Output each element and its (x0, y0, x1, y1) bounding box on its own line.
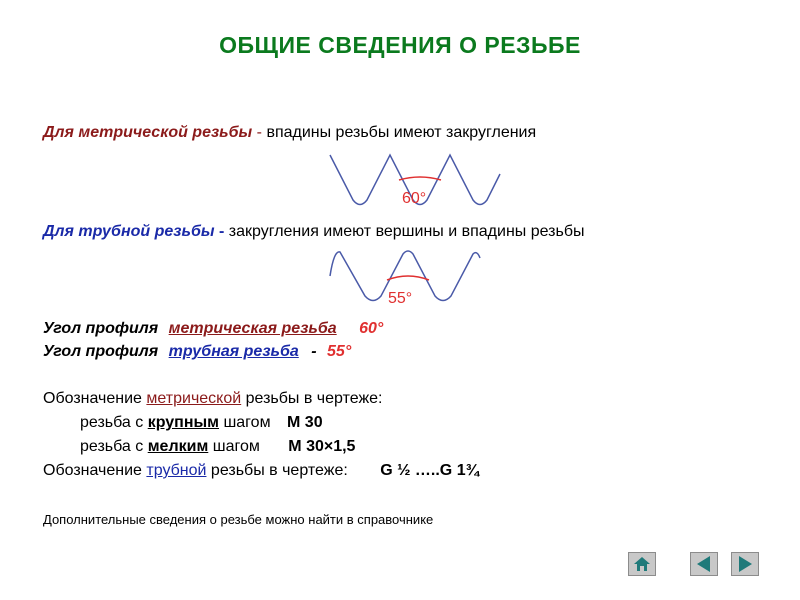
metric-thread-link[interactable]: метрическая резьба (168, 320, 337, 337)
pipe-designation-line (43, 462, 479, 480)
footer-note: Дополнительные сведения о резьбе можно найти в справочнике (43, 512, 434, 527)
metric-thread-text: впадины резьбы имеют закругления (266, 124, 537, 141)
pipe-designation-value: G ½ …..G 1¾ (380, 462, 479, 479)
coarse-value: М 30 (287, 414, 323, 431)
next-slide-button[interactable] (731, 552, 759, 576)
fine-prefix: резьба с (80, 438, 148, 455)
metric-angle-value: 60° (359, 320, 384, 337)
home-icon (629, 553, 655, 575)
designation-prefix: Обозначение (43, 390, 147, 407)
page-title: ОБЩИЕ СВЕДЕНИЯ О РЕЗЬБЕ (219, 32, 581, 58)
metric-angle-arc (399, 177, 441, 180)
profile-dash: - (311, 343, 317, 360)
profile-angle-label: Угол профиля (43, 320, 159, 337)
arrow-left-icon (691, 553, 717, 575)
coarse-prefix: резьба с (80, 414, 148, 431)
profile-angle-label: Угол профиля (43, 343, 159, 360)
pipe-thread-text: закругления имеют вершины и впадины резьбы (228, 223, 585, 240)
pipe-designation-link[interactable]: трубной (146, 462, 207, 479)
metric-angle-label: 60° (402, 190, 427, 207)
designation-suffix: резьбы в чертеже: (206, 462, 348, 479)
pipe-thread-link[interactable]: трубная резьба (168, 343, 299, 360)
fine-pitch-line (80, 438, 355, 456)
coarse-suffix: шагом (219, 414, 271, 431)
metric-thread-label: Для метрической резьбы (43, 124, 253, 141)
coarse-emphasis: крупным (147, 414, 219, 431)
arrow-right-icon (732, 553, 758, 575)
fine-suffix: шагом (208, 438, 260, 455)
designation-suffix: резьбы в чертеже: (241, 390, 383, 407)
pipe-thread-line (43, 223, 585, 241)
metric-thread-line (43, 124, 536, 142)
fine-value: М 30×1,5 (288, 438, 356, 455)
pipe-angle-value: 55° (327, 343, 352, 360)
fine-emphasis: мелким (147, 438, 209, 455)
metric-designation-line (43, 390, 383, 408)
pipe-angle-label: 55° (388, 290, 413, 307)
previous-slide-button[interactable] (690, 552, 718, 576)
home-button[interactable] (628, 552, 656, 576)
profile-angle-metric-line (43, 320, 383, 338)
coarse-pitch-line (80, 414, 323, 432)
designation-prefix: Обозначение (43, 462, 147, 479)
metric-thread-dash: - (252, 124, 267, 141)
metric-designation-link[interactable]: метрической (146, 390, 242, 407)
pipe-thread-dash: - (214, 223, 229, 240)
profile-angle-pipe-line (43, 343, 351, 361)
pipe-angle-arc (387, 276, 429, 280)
pipe-thread-label: Для трубной резьбы (43, 223, 215, 240)
